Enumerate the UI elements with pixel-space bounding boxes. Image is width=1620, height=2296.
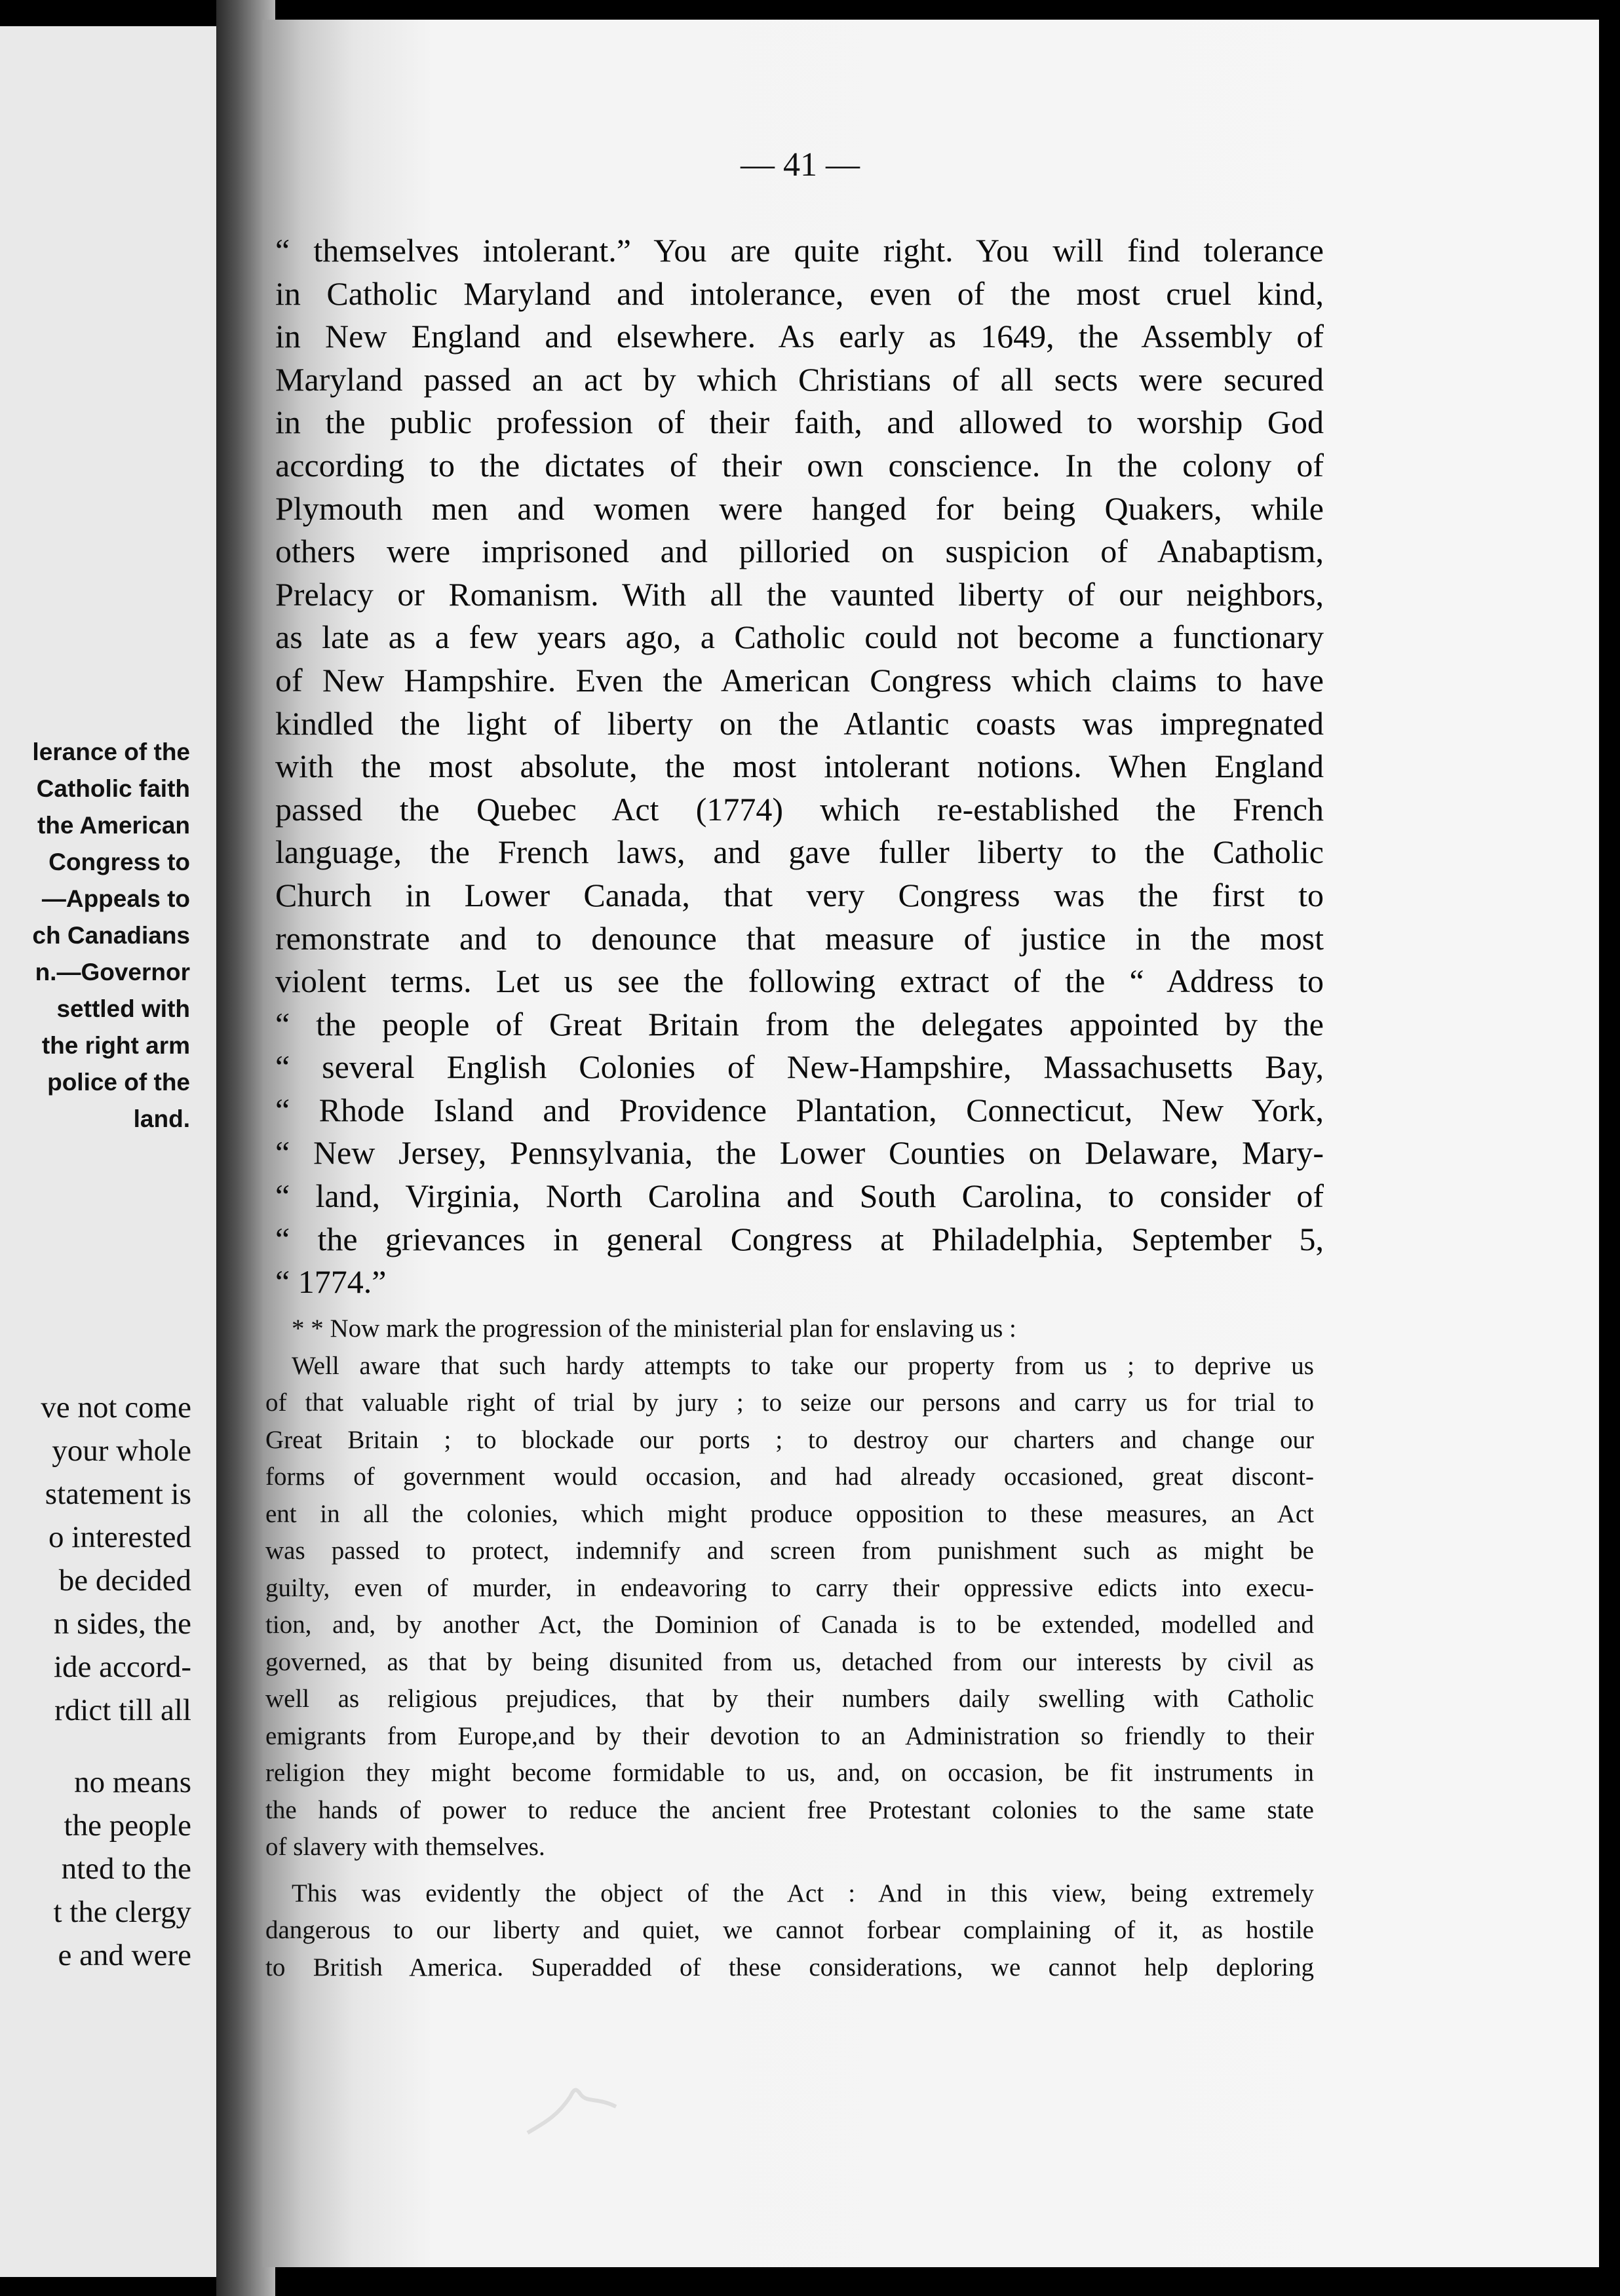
page-number: — 41 — (741, 146, 860, 183)
quote-line: well as religious prejudices, that by their numbers daily swelling with Catholic (265, 1685, 1314, 1713)
quote-line: tion, and, by another Act, the Dominion of Canada is to be extended, modelled and (265, 1611, 1314, 1639)
body-line: Prelacy or Romanism. With all the vaunted liberty of our neighbors, (275, 575, 1324, 613)
body-line: of New Hampshire. Even the American Congress which claims to have (275, 661, 1324, 698)
facing-text-line: n sides, the (53, 1607, 191, 1641)
body-line: language, the French laws, and gave fuller liberty to the Catholic (275, 833, 1324, 871)
ink-smudge (524, 2071, 623, 2143)
body-line: “ themselves intolerant.” You are quite right. You will find tolerance (275, 232, 1324, 269)
quote-line: guilty, even of murder, in endeavoring to carry their oppressive edicts into execu- (265, 1573, 1314, 1602)
body-line: in the public profession of their faith, and allowed to worship God (275, 404, 1324, 441)
quote-line: Well aware that such hardy attempts to take our property from us ; to deprive us (292, 1351, 1314, 1380)
facing-text-line: be decided (58, 1563, 191, 1598)
facing-text-line: no means (74, 1765, 191, 1799)
quote-line: of slavery with themselves. (265, 1833, 545, 1861)
margin-note-line: lerance of the (32, 738, 190, 765)
body-line: with the most absolute, the most intolerant notions. When England (275, 748, 1324, 785)
margin-note-line: the American (37, 812, 190, 839)
facing-text-line: t the clergy (53, 1895, 191, 1929)
facing-text-line: e and were (58, 1938, 191, 1972)
body-line: “ 1774.” (275, 1263, 387, 1301)
quote-line: was passed to protect, indemnify and screen from punishment such as might be (265, 1537, 1314, 1565)
body-line: passed the Quebec Act (1774) which re-established the French (275, 790, 1324, 828)
body-line: “ Rhode Island and Providence Plantation, Connecticut, New York, (275, 1091, 1324, 1128)
body-line: “ several English Colonies of New-Hampshire, Massachusetts Bay, (275, 1048, 1324, 1086)
body-line: in Catholic Maryland and intolerance, even of the most cruel kind, (275, 275, 1324, 312)
margin-note-line: settled with (56, 995, 190, 1022)
margin-note-line: n.—Governor (35, 959, 190, 985)
margin-note-line: Catholic faith (36, 775, 190, 802)
margin-note-line: ch Canadians (32, 922, 190, 949)
facing-text-line: rdict till all (54, 1693, 191, 1727)
quote-line: the hands of power to reduce the ancient free Protestant colonies to the same state (265, 1795, 1314, 1824)
body-line: according to the dictates of their own conscience. In the colony of (275, 446, 1324, 484)
facing-text-line: statement is (45, 1477, 191, 1511)
body-line: “ the grievances in general Congress at Philadelphia, September 5, (275, 1220, 1324, 1257)
body-line: “ New Jersey, Pennsylvania, the Lower Counties on Delaware, Mary- (275, 1134, 1324, 1172)
quote-line: to British America. Superadded of these considerations, we cannot help deploring (265, 1953, 1314, 1981)
margin-note-line: land. (133, 1105, 190, 1132)
body-line: Plymouth men and women were hanged for being Quakers, while (275, 489, 1324, 527)
quote-line: governed, as that by being disunited from us, detached from our interests by civil as (265, 1647, 1314, 1676)
margin-note-line: the right arm (41, 1032, 190, 1059)
body-paragraph (275, 229, 1324, 1304)
quote-line: ent in all the colonies, which might produce opposition to these measures, an Act (265, 1499, 1314, 1528)
body-line: “ the people of Great Britain from the delegates appointed by the (275, 1005, 1324, 1043)
paragraph-gap (265, 1866, 1314, 1875)
body-line: in New England and elsewhere. As early as 1649, the Assembly of (275, 318, 1324, 355)
quote-line: Great Britain ; to blockade our ports ; to destroy our charters and change our (265, 1425, 1314, 1454)
body-line: violent terms. Let us see the following extract of the “ Address to (275, 963, 1324, 1000)
quote-line: emigrants from Europe,and by their devotion to an Administration so friendly to their (265, 1721, 1314, 1750)
facing-text-line: ve not come (41, 1390, 191, 1425)
body-line: remonstrate and to denounce that measure of justice in the most (275, 919, 1324, 957)
facing-text-line: ide accord- (53, 1650, 191, 1684)
facing-page-text (0, 1386, 191, 1977)
paragraph-gap (0, 1732, 191, 1761)
quote-line: of that valuable right of trial by jury ; to seize our persons and carry us for trial to (265, 1388, 1314, 1417)
quoted-address-extract (265, 1311, 1314, 1986)
quote-line: This was evidently the object of the Act : And in this view, being extremely (292, 1879, 1314, 1907)
quote-line: religion they might become formidable to us, and, on occasion, be fit instruments in (265, 1759, 1314, 1787)
quote-line: dangerous to our liberty and quiet, we cannot forbear complaining of it, as hostile (265, 1916, 1314, 1944)
body-line: as late as a few years ago, a Catholic could not become a functionary (275, 619, 1324, 656)
quote-line: * * Now mark the progression of the ministerial plan for enslaving us : (292, 1314, 1016, 1343)
body-line: “ land, Virginia, North Carolina and South Carolina, to consider of (275, 1177, 1324, 1215)
body-line: Maryland passed an act by which Christians of all sects were secured (275, 360, 1324, 398)
facing-text-line: your whole (52, 1434, 191, 1468)
body-line: Church in Lower Canada, that very Congress was the first to (275, 876, 1324, 913)
body-line: kindled the light of liberty on the Atlantic coasts was impregnated (275, 704, 1324, 742)
margin-note-line: —Appeals to (41, 885, 190, 912)
margin-note-line: police of the (47, 1069, 190, 1096)
margin-note-line: Congress to (48, 849, 190, 875)
facing-text-line: the people (64, 1808, 191, 1843)
quote-line: forms of government would occasion, and had already occasioned, great discont- (265, 1463, 1314, 1491)
body-line: others were imprisoned and pilloried on suspicion of Anabaptism, (275, 533, 1324, 570)
margin-note (0, 734, 190, 1138)
facing-text-line: nted to the (61, 1852, 191, 1886)
facing-text-line: o interested (48, 1520, 191, 1554)
facing-page (0, 26, 216, 2277)
